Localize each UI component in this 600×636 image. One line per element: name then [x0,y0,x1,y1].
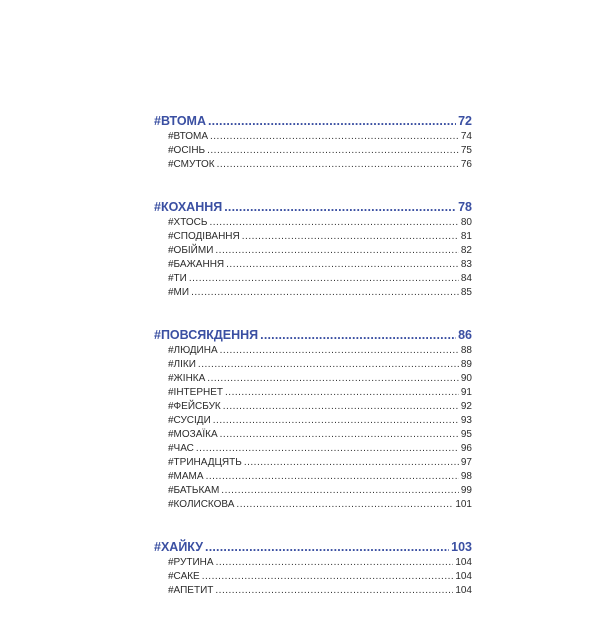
entry-title: #ВТОМА [168,131,208,142]
toc-entry[interactable] [154,484,472,498]
dot-leader [236,498,453,512]
entry-title: #МИ [168,287,190,298]
toc-section-heading[interactable] [154,538,472,556]
toc-entry[interactable] [154,244,472,258]
entry-title: #СУСІДИ [168,415,211,426]
entry-page-number: 84 [460,273,472,284]
entry-page-number: 81 [460,231,472,242]
entry-title: #БАЖАННЯ [168,259,225,270]
toc-entry[interactable] [154,570,472,584]
entry-page-number: 88 [460,345,472,356]
dot-leader [189,272,459,286]
entry-page-number: 104 [455,557,472,568]
toc-entry[interactable] [154,400,472,414]
entry-page-number: 98 [460,471,472,482]
entry-title: #ІНТЕРНЕТ [168,387,224,398]
entry-page-number: 95 [460,429,472,440]
entry-page-number: 104 [455,585,472,596]
dot-leader [225,386,459,400]
entry-page-number: 82 [460,245,472,256]
entry-page-number: 92 [460,401,472,412]
entry-page-number: 101 [455,499,472,510]
toc-entry[interactable] [154,230,472,244]
toc-entry[interactable] [154,258,472,272]
toc-entry[interactable] [154,584,472,598]
entry-title: #САКЕ [168,571,200,582]
dot-leader [207,372,459,386]
section-page-number: 103 [451,540,472,554]
entry-page-number: 99 [460,485,472,496]
dot-leader [196,442,459,456]
entry-title: #РУТИНА [168,557,214,568]
entry-page-number: 93 [460,415,472,426]
section-page-number: 72 [458,114,472,128]
toc-section [154,198,472,300]
dot-leader [205,538,449,556]
toc-entry[interactable] [154,344,472,358]
entry-title: #ЖІНКА [168,373,206,384]
section-title: #ВТОМА [154,114,206,128]
dot-leader [244,456,459,470]
dot-leader [208,112,456,130]
toc-section [154,326,472,512]
dot-leader [216,556,454,570]
table-of-contents [154,112,472,624]
dot-leader [198,358,459,372]
toc-entry[interactable] [154,144,472,158]
toc-entry[interactable] [154,414,472,428]
entry-page-number: 96 [460,443,472,454]
toc-section-heading[interactable] [154,326,472,344]
entry-title: #СПОДІВАННЯ [168,231,240,242]
dot-leader [207,144,459,158]
entry-title: #ТИ [168,273,187,284]
dot-leader [223,400,459,414]
toc-entry[interactable] [154,158,472,172]
dot-leader [220,428,459,442]
entry-page-number: 85 [460,287,472,298]
entry-page-number: 76 [460,159,472,170]
toc-section [154,538,472,598]
toc-entry[interactable] [154,372,472,386]
entry-title: #ЛЮДИНА [168,345,218,356]
toc-entry[interactable] [154,386,472,400]
section-page-number: 78 [458,200,472,214]
dot-leader [191,286,459,300]
toc-entry[interactable] [154,272,472,286]
entry-page-number: 104 [455,571,472,582]
dot-leader [226,258,459,272]
toc-entry[interactable] [154,498,472,512]
toc-entry[interactable] [154,358,472,372]
dot-leader [242,230,459,244]
entry-page-number: 90 [460,373,472,384]
dot-leader [206,470,459,484]
toc-entry[interactable] [154,286,472,300]
entry-title: #МОЗАЇКА [168,429,218,440]
entry-title: #БАТЬКАМ [168,485,220,496]
entry-page-number: 80 [460,217,472,228]
dot-leader [215,584,453,598]
toc-entry[interactable] [154,456,472,470]
entry-title: #КОЛИСКОВА [168,499,235,510]
section-title: #КОХАННЯ [154,200,223,214]
dot-leader [220,344,459,358]
entry-title: #СМУТОК [168,159,215,170]
entry-title: #АПЕТИТ [168,585,214,596]
toc-section-heading[interactable] [154,112,472,130]
entry-page-number: 89 [460,359,472,370]
dot-leader [215,244,458,258]
entry-page-number: 91 [460,387,472,398]
dot-leader [217,158,459,172]
dot-leader [210,130,459,144]
entry-page-number: 83 [460,259,472,270]
entry-page-number: 75 [460,145,472,156]
toc-entry[interactable] [154,130,472,144]
dot-leader [202,570,454,584]
dot-leader [260,326,456,344]
dot-leader [224,198,456,216]
entry-title: #ОСІНЬ [168,145,206,156]
dot-leader [221,484,459,498]
section-title: #ПОВСЯКДЕННЯ [154,328,259,342]
section-title: #ХАЙКУ [154,540,204,554]
entry-title: #ТРИНАДЦЯТЬ [168,457,242,468]
entry-page-number: 97 [460,457,472,468]
toc-section-heading[interactable] [154,198,472,216]
toc-entry[interactable] [154,556,472,570]
toc-entry[interactable] [154,442,472,456]
entry-page-number: 74 [460,131,472,142]
entry-title: #ОБІЙМИ [168,245,214,256]
entry-title: #МАМА [168,471,204,482]
section-page-number: 86 [458,328,472,342]
toc-entry[interactable] [154,428,472,442]
entry-title: #ХТОСЬ [168,217,208,228]
dot-leader [213,414,459,428]
toc-section [154,112,472,172]
entry-title: #ФЕЙСБУК [168,401,221,412]
toc-entry[interactable] [154,470,472,484]
dot-leader [209,216,458,230]
toc-entry[interactable] [154,216,472,230]
entry-title: #ЧАС [168,443,194,454]
entry-title: #ЛІКИ [168,359,196,370]
